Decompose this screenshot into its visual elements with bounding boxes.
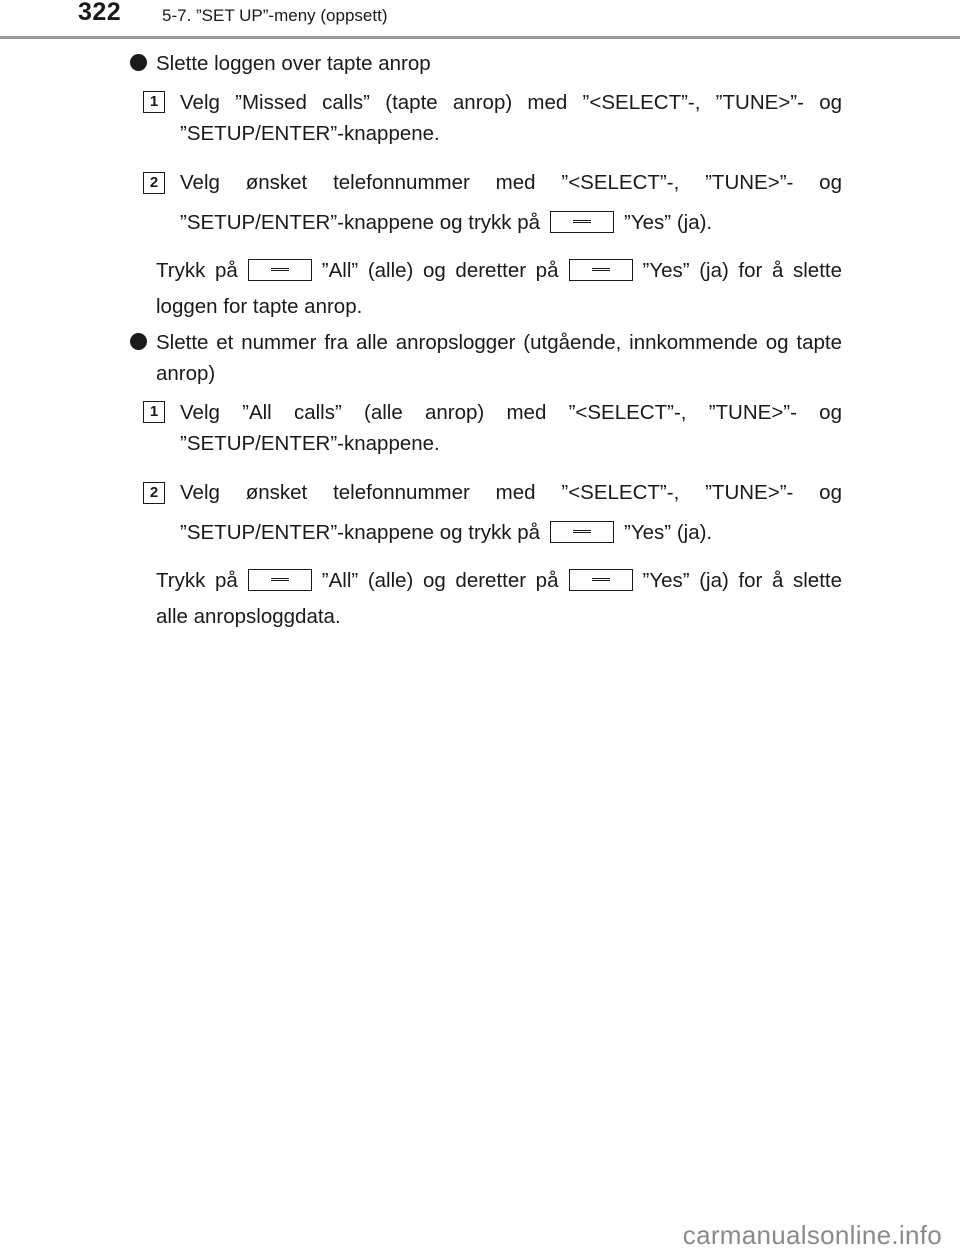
- section-missed-calls: [130, 48, 842, 79]
- section-title: 5-7. ”SET UP”-meny (oppsett): [162, 6, 388, 25]
- page-content: [130, 48, 842, 635]
- note-text: [156, 253, 842, 325]
- step-item: [130, 397, 842, 459]
- step-item: [130, 473, 842, 553]
- step-item: [130, 87, 842, 149]
- radio-preset-button-icon: [550, 521, 614, 543]
- section-heading: Slette loggen over tapte anrop: [156, 52, 431, 75]
- step-text-before: Velg ønsket telefonnummer med ”<SELECT”-, ”TUNE>”- og ”SETUP/ENTER”-knappene og trykk på: [180, 171, 842, 234]
- note-part-3: ”Yes” (ja) for å slette loggen for tapte anrop.: [156, 259, 842, 318]
- bullet-dot-icon: [130, 54, 147, 71]
- step-text-after: ”Yes” (ja).: [624, 521, 713, 544]
- step-number-badge: 1: [143, 91, 165, 113]
- bullet-dot-icon: [130, 333, 147, 350]
- note-part-2: ”All” (alle) og deretter på: [321, 259, 559, 282]
- site-watermark: carmanualsonline.info: [682, 1220, 942, 1250]
- step-number-badge: 2: [143, 482, 165, 504]
- radio-preset-button-icon: [550, 211, 614, 233]
- note-part-1: Trykk på: [156, 259, 238, 282]
- radio-preset-button-icon: [248, 569, 312, 591]
- radio-preset-button-icon: [248, 259, 312, 281]
- step-number-badge: 1: [143, 401, 165, 423]
- radio-preset-button-icon: [569, 569, 633, 591]
- header-rule: [0, 36, 960, 39]
- note-part-2: ”All” (alle) og deretter på: [321, 569, 559, 592]
- note-paragraph: [130, 253, 842, 325]
- section-all-calls: [130, 327, 842, 389]
- step-text: Velg ”Missed calls” (tapte anrop) med ”<SELECT”-, ”TUNE>”- og ”SETUP/ENTER”-knappene.: [180, 91, 842, 145]
- page-number: 322: [78, 0, 122, 26]
- note-part-1: Trykk på: [156, 569, 238, 592]
- radio-preset-button-icon: [569, 259, 633, 281]
- step-text-after: ”Yes” (ja).: [624, 211, 713, 234]
- section-heading: Slette et nummer fra alle anropslogger (utgående, innkommende og tapte anrop): [156, 331, 842, 385]
- step-text: Velg ”All calls” (alle anrop) med ”<SELECT”-, ”TUNE>”- og ”SETUP/ENTER”-knappene.: [180, 401, 842, 455]
- page-header: [0, 0, 960, 42]
- step-item: [130, 163, 842, 243]
- step-text: [180, 163, 842, 243]
- note-part-3: ”Yes” (ja) for å slette alle anropsloggdata.: [156, 569, 842, 628]
- note-paragraph: [130, 563, 842, 635]
- step-text-before: Velg ønsket telefonnummer med ”<SELECT”-, ”TUNE>”- og ”SETUP/ENTER”-knappene og trykk på: [180, 481, 842, 544]
- note-text: [156, 563, 842, 635]
- step-text: [180, 473, 842, 553]
- step-number-badge: 2: [143, 172, 165, 194]
